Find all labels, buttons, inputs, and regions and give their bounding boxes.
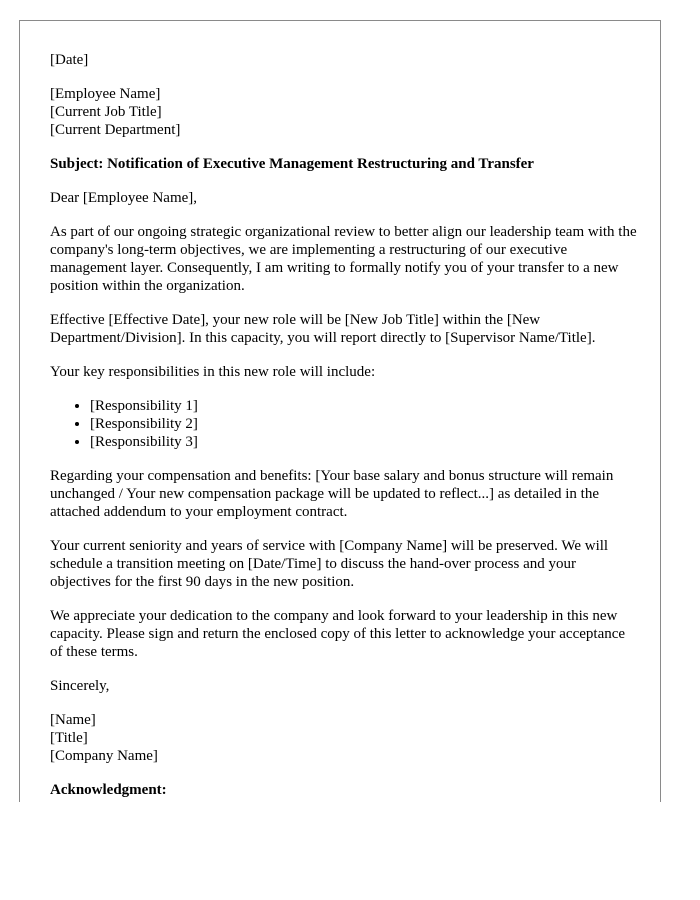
paragraph-intro: As part of our ongoing strategic organizational review to better align our leadership team with the company's long-term objectives, we are implementing a restructuring of our executive management layer. Consequently, I am writing to formally notify you of your transfer to a new position within the organization. (50, 224, 637, 294)
list-item: • [Responsibility 2] (90, 415, 640, 433)
letter-page (19, 20, 661, 802)
closing: Sincerely, (50, 678, 110, 694)
signature-name: [Name] (50, 712, 96, 728)
paragraph-compensation: Regarding your compensation and benefits: [Your base salary and bonus structure will remain unchanged / Your new compensation package will be updated to reflect...] as detailed in the attached addendum to your employment contract. (50, 468, 614, 520)
letter-date: [Date] (50, 52, 89, 68)
letter-content (50, 51, 640, 802)
paragraph-responsibilities-intro: Your key responsibilities in this new role will include: (50, 364, 376, 380)
recipient-department: [Current Department] (50, 122, 181, 138)
signature-block (50, 711, 640, 765)
subject-line: Subject: Notification of Executive Management Restructuring and Transfer (50, 156, 534, 172)
signature-company: [Company Name] (50, 748, 158, 764)
list-item: • [Responsibility 3] (90, 433, 640, 451)
paragraph-appreciation: We appreciate your dedication to the company and look forward to your leadership in this new capacity. Please sign and return the enclosed copy of this letter to acknowledge your acceptance of these terms. (50, 608, 626, 660)
responsibilities-list (50, 397, 640, 451)
paragraph-new-role: Effective [Effective Date], your new role will be [New Job Title] within the [New Department/Division]. In this capacity, you will report directly to [Supervisor Name/Title]. (50, 312, 596, 346)
acknowledgment-heading: Acknowledgment: (50, 782, 167, 798)
paragraph-seniority: Your current seniority and years of service with [Company Name] will be preserved. We will schedule a transition meeting on [Date/Time] to discuss the hand-over process and your objectives for the first 90 days in the new position. (50, 538, 609, 590)
recipient-block (50, 85, 640, 139)
signature-title: [Title] (50, 730, 88, 746)
salutation: Dear [Employee Name], (50, 190, 198, 206)
recipient-title: [Current Job Title] (50, 104, 162, 120)
recipient-name: [Employee Name] (50, 86, 161, 102)
list-item: • [Responsibility 1] (90, 397, 640, 415)
